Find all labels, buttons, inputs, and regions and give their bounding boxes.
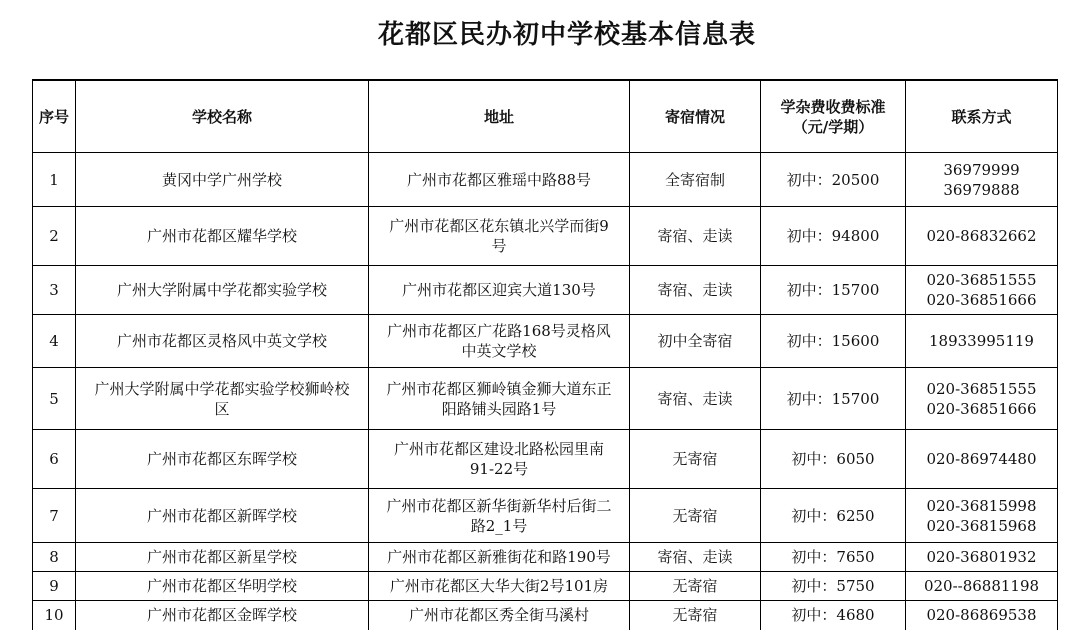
cell-seq: 3 bbox=[33, 266, 76, 315]
cell-fee: 初中：6250 bbox=[761, 489, 906, 543]
cell-boarding: 无寄宿 bbox=[630, 601, 761, 630]
cell-contact-line: 020-86832662 bbox=[926, 227, 1037, 245]
header-school-name: 学校名称 bbox=[76, 80, 369, 153]
cell-school-name-line: 广州市花都区新晖学校 bbox=[146, 506, 297, 525]
cell-address-line: 广州市花都区广花路168号灵格风 bbox=[387, 322, 611, 340]
cell-fee: 初中：7650 bbox=[761, 543, 906, 572]
cell-boarding: 寄宿、走读 bbox=[630, 543, 761, 572]
cell-contact-line: 020-36851666 bbox=[926, 291, 1037, 309]
cell-school-name-line: 广州市花都区新星学校 bbox=[146, 548, 297, 566]
cell-contact bbox=[906, 153, 1058, 207]
cell-address-line: 广州市花都区狮岭镇金狮大道东正 bbox=[386, 379, 612, 398]
cell-contact-line: 18933995119 bbox=[929, 332, 1034, 350]
cell-contact bbox=[906, 368, 1058, 430]
cell-seq: 6 bbox=[33, 430, 76, 489]
cell-school-name-line: 广州市花都区耀华学校 bbox=[146, 227, 297, 245]
cell-school-name bbox=[76, 430, 369, 489]
cell-boarding: 无寄宿 bbox=[630, 572, 761, 601]
cell-contact-line: 020-86869538 bbox=[926, 606, 1037, 625]
cell-address-line: 号 bbox=[491, 237, 507, 255]
cell-address-line: 广州市花都区建设北路松园里南 bbox=[393, 440, 604, 458]
cell-contact bbox=[906, 266, 1058, 315]
cell-address-line: 广州市花都区雅瑶中路88号 bbox=[406, 170, 592, 189]
cell-address bbox=[369, 368, 630, 430]
cell-boarding: 寄宿、走读 bbox=[630, 368, 761, 430]
cell-contact bbox=[906, 315, 1058, 368]
cell-boarding: 无寄宿 bbox=[630, 430, 761, 489]
cell-contact bbox=[906, 572, 1058, 601]
cell-school-name-line: 广州市花都区灵格风中英文学校 bbox=[116, 332, 327, 350]
cell-school-name-line: 广州大学附属中学花都实验学校狮岭校 bbox=[94, 379, 350, 398]
cell-address-line: 路2_1号 bbox=[470, 516, 528, 535]
cell-address-line: 91-22号 bbox=[469, 460, 529, 478]
cell-fee: 初中：15600 bbox=[761, 315, 906, 368]
cell-address-line: 广州市花都区新雅街花和路190号 bbox=[387, 548, 611, 566]
cell-address-line: 广州市花都区秀全街马溪村 bbox=[408, 606, 589, 625]
table-row bbox=[33, 572, 1058, 601]
cell-contact-line: 36979888 bbox=[943, 180, 1020, 199]
cell-contact-line: 020-86974480 bbox=[926, 450, 1037, 468]
cell-boarding: 初中全寄宿 bbox=[630, 315, 761, 368]
cell-address bbox=[369, 207, 630, 266]
cell-school-name bbox=[76, 489, 369, 543]
cell-school-name-line: 广州市花都区金晖学校 bbox=[146, 606, 297, 625]
cell-contact bbox=[906, 430, 1058, 489]
cell-contact-line: 020--86881198 bbox=[923, 577, 1040, 595]
cell-address-line: 广州市花都区新华街新华村后街二 bbox=[386, 496, 612, 515]
table-row bbox=[33, 430, 1058, 489]
cell-address-line: 广州市花都区花东镇北兴学而街9 bbox=[389, 217, 609, 235]
cell-address-line: 广州市花都区大华大街2号101房 bbox=[389, 577, 609, 595]
cell-school-name bbox=[76, 266, 369, 315]
header-seq: 序号 bbox=[33, 80, 76, 153]
cell-boarding: 无寄宿 bbox=[630, 489, 761, 543]
cell-contact-line: 020-36851555 bbox=[926, 379, 1037, 398]
header-contact: 联系方式 bbox=[906, 80, 1058, 153]
cell-address bbox=[369, 315, 630, 368]
cell-school-name-line: 黄冈中学广州学校 bbox=[161, 170, 282, 189]
cell-fee: 初中：4680 bbox=[761, 601, 906, 630]
cell-contact bbox=[906, 207, 1058, 266]
cell-boarding: 寄宿、走读 bbox=[630, 266, 761, 315]
cell-seq: 2 bbox=[33, 207, 76, 266]
cell-boarding: 寄宿、走读 bbox=[630, 207, 761, 266]
cell-fee: 初中：5750 bbox=[761, 572, 906, 601]
cell-school-name-line: 广州大学附属中学花都实验学校 bbox=[116, 281, 327, 299]
table-header-row bbox=[33, 80, 1058, 153]
cell-school-name bbox=[76, 543, 369, 572]
header-fee bbox=[761, 80, 906, 153]
cell-fee: 初中：20500 bbox=[761, 153, 906, 207]
header-address: 地址 bbox=[369, 80, 630, 153]
cell-contact-line: 020-36815998 bbox=[926, 496, 1037, 515]
cell-contact-line: 020-36851555 bbox=[926, 271, 1037, 289]
cell-contact-line: 36979999 bbox=[943, 160, 1020, 179]
cell-address bbox=[369, 489, 630, 543]
cell-address-line: 广州市花都区迎宾大道130号 bbox=[402, 281, 596, 299]
cell-seq: 5 bbox=[33, 368, 76, 430]
cell-seq: 7 bbox=[33, 489, 76, 543]
cell-address bbox=[369, 572, 630, 601]
table-row bbox=[33, 266, 1058, 315]
table-row bbox=[33, 207, 1058, 266]
table-row bbox=[33, 315, 1058, 368]
cell-school-name bbox=[76, 315, 369, 368]
cell-boarding: 全寄宿制 bbox=[630, 153, 761, 207]
cell-address bbox=[369, 153, 630, 207]
table-row bbox=[33, 368, 1058, 430]
cell-contact-line: 020-36801932 bbox=[926, 548, 1037, 566]
cell-seq: 10 bbox=[33, 601, 76, 630]
cell-school-name-line: 广州市花都区华明学校 bbox=[146, 577, 297, 595]
cell-address bbox=[369, 430, 630, 489]
header-fee-line1: 学杂费收费标准 bbox=[780, 97, 886, 116]
table-row bbox=[33, 489, 1058, 543]
cell-contact bbox=[906, 543, 1058, 572]
cell-address-line: 阳路铺头园路1号 bbox=[441, 399, 557, 418]
table-row bbox=[33, 601, 1058, 630]
cell-seq: 9 bbox=[33, 572, 76, 601]
cell-school-name-line: 区 bbox=[214, 399, 230, 418]
cell-school-name-line: 广州市花都区东晖学校 bbox=[146, 450, 297, 468]
header-fee-line2: （元/学期） bbox=[792, 117, 874, 136]
cell-seq: 8 bbox=[33, 543, 76, 572]
cell-school-name bbox=[76, 572, 369, 601]
cell-fee: 初中：6050 bbox=[761, 430, 906, 489]
cell-contact-line: 020-36815968 bbox=[926, 516, 1037, 535]
header-boarding: 寄宿情况 bbox=[630, 80, 761, 153]
cell-address bbox=[369, 266, 630, 315]
cell-address-line: 中英文学校 bbox=[461, 342, 537, 360]
cell-contact-line: 020-36851666 bbox=[926, 399, 1037, 418]
cell-school-name bbox=[76, 601, 369, 630]
cell-seq: 4 bbox=[33, 315, 76, 368]
school-info-table bbox=[32, 79, 1058, 630]
page-title: 花都区民办初中学校基本信息表 bbox=[377, 20, 756, 50]
cell-fee: 初中：94800 bbox=[761, 207, 906, 266]
cell-contact bbox=[906, 601, 1058, 630]
cell-seq: 1 bbox=[33, 153, 76, 207]
cell-fee: 初中：15700 bbox=[761, 368, 906, 430]
cell-contact bbox=[906, 489, 1058, 543]
cell-school-name bbox=[76, 207, 369, 266]
cell-fee: 初中：15700 bbox=[761, 266, 906, 315]
table-row bbox=[33, 543, 1058, 572]
table-body bbox=[33, 153, 1058, 630]
table-row bbox=[33, 153, 1058, 207]
cell-school-name bbox=[76, 368, 369, 430]
cell-address bbox=[369, 543, 630, 572]
cell-address bbox=[369, 601, 630, 630]
cell-school-name bbox=[76, 153, 369, 207]
